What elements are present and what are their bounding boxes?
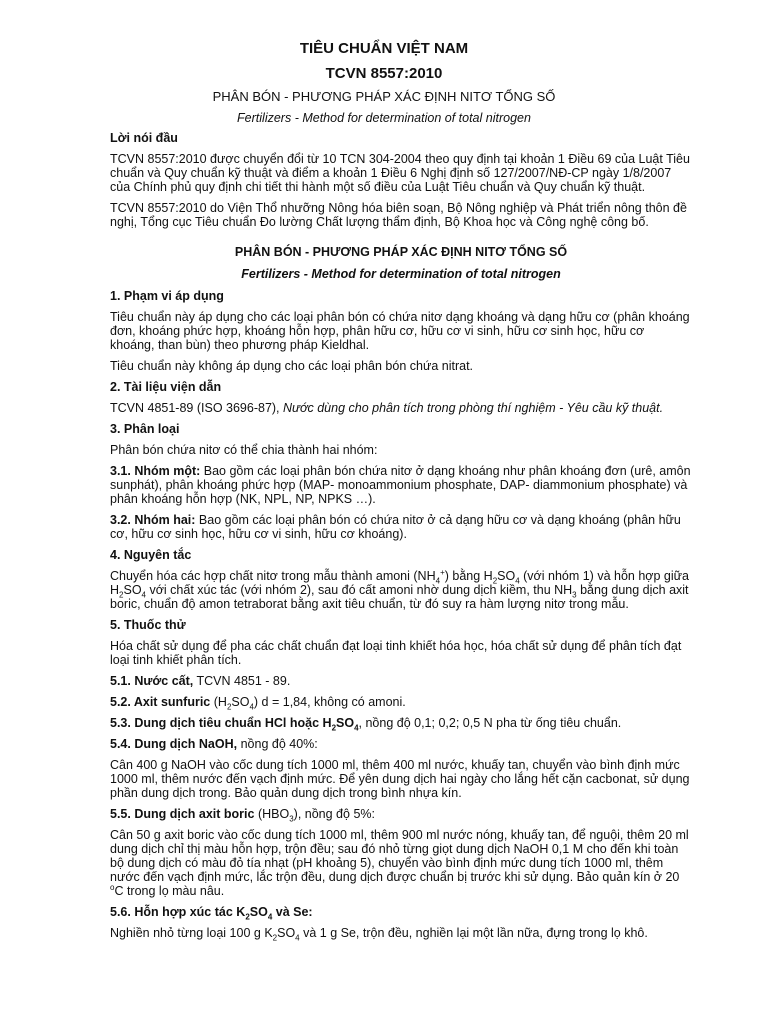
section-5-1-text: TCVN 4851 - 89.: [193, 674, 291, 688]
section-5-1-label: 5.1. Nước cất,: [110, 674, 194, 688]
section-5-5-label: 5.5. Dung dịch axit boric: [110, 807, 255, 821]
chem-sub: 2: [119, 590, 124, 600]
chem-sub: 2: [492, 576, 498, 586]
text-run: ) bằng H: [444, 569, 493, 583]
chem-sub: 4: [515, 576, 520, 586]
section-5-1: [110, 674, 692, 688]
section-5-4-paragraph: Cân 400 g NaOH vào cốc dung tích 1000 ml, thêm 400 ml nước, khuấy tan, chuyển vào bình định mức 1000 ml, thêm nước đến vạch định mức. Để yên dung dịch hai ngày cho lắng hết cặn cacbonat, sử dụng phần dung dịch trong. Bảo quản dung dịch trong bình nhựa kín.: [110, 758, 690, 800]
section-5-3-text: , nồng độ 0,1; 0,2; 0,5 N pha từ ống tiêu chuẩn.: [358, 716, 622, 730]
text-run: 5.6. Hỗn hợp xúc tác K: [110, 905, 246, 919]
chem-sub: 2: [331, 723, 337, 733]
section-3-1-label: 3.1. Nhóm một:: [110, 464, 201, 478]
section-4-heading: 4. Nguyên tắc: [110, 548, 192, 562]
body-english-title: Fertilizers - Method for determination of total nitrogen: [241, 267, 561, 281]
chem-text: SO: [249, 905, 268, 919]
document-body: [110, 131, 692, 947]
body-title: PHÂN BÓN - PHƯƠNG PHÁP XÁC ĐỊNH NITƠ TỔNG SỐ: [234, 245, 568, 259]
section-5-2-label: 5.2. Axit sunfuric: [110, 695, 211, 709]
section-2-reference: [110, 401, 692, 415]
chem-sup: +: [440, 567, 445, 577]
section-1-paragraph-2: Tiêu chuẩn này không áp dụng cho các loại phân bón chứa nitrat.: [110, 359, 474, 373]
section-5-4-text: nồng độ 40%:: [237, 737, 318, 751]
section-4-paragraph: [110, 569, 692, 611]
text-run: với chất xúc tác (với nhóm 2), sau đó cất amoni nhờ dung dịch kiềm, thu NH: [146, 583, 573, 597]
chem-text: SO: [123, 583, 142, 597]
section-3-1: [110, 464, 692, 506]
chem-text: SO: [277, 926, 296, 940]
chem-text: SO: [336, 716, 355, 730]
section-5-6: [110, 905, 692, 922]
section-3-2: [110, 513, 692, 541]
chem-sub: 4: [435, 576, 441, 586]
text-run: Nghiền nhỏ từng loại 100 g K: [110, 926, 273, 940]
chem-sub: 3: [572, 590, 577, 600]
doc-code: TCVN 8557:2010: [325, 65, 443, 82]
text-run: (H: [210, 695, 227, 709]
section-1-heading: 1. Phạm vi áp dụng: [110, 289, 224, 303]
degree-sup: o: [110, 882, 115, 892]
section-5-3: [110, 716, 692, 733]
chem-sub: 4: [295, 933, 300, 943]
foreword-paragraph-1: TCVN 8557:2010 được chuyển đổi từ 10 TCN 304-2004 theo quy định tại khoản 1 Điều 69 của Luật Tiêu chuẩn và Quy chuẩn kỹ thuật và điểm a khoản 1 Điều 6 Nghị định số 127/2007/NĐ-CP ngày 1/8/2007 của Chính phủ quy định chi tiết thi hành một số điều của Luật Tiêu chuẩn và Quy chuẩn kỹ thuật.: [110, 152, 690, 194]
text-run: C trong lọ màu nâu.: [114, 884, 225, 898]
doc-subtitle: PHÂN BÓN - PHƯƠNG PHÁP XÁC ĐỊNH NITƠ TỔNG SỐ: [212, 89, 556, 104]
section-5-4-label: 5.4. Dung dịch NaOH,: [110, 737, 238, 751]
chem-sub: 2: [226, 702, 232, 712]
chem-sub: 4: [249, 702, 254, 712]
chem-sub: 2: [272, 933, 278, 943]
chem-sub: 4: [354, 723, 359, 733]
section-2-heading: 2. Tài liệu viện dẫn: [110, 380, 222, 394]
text-run: 5.3. Dung dịch tiêu chuẩn HCl hoặc H: [110, 716, 332, 730]
text-run: Chuyển hóa các hợp chất nitơ trong mẫu thành amoni (NH: [110, 569, 436, 583]
section-5-6-label: [110, 905, 313, 922]
doc-english-title: Fertilizers - Method for determination of total nitrogen: [237, 111, 531, 125]
section-5-5: [110, 807, 692, 824]
text-run: ) d = 1,84, không có amoni.: [253, 695, 406, 709]
section-5-6-paragraph: [110, 926, 692, 943]
section-3-paragraph: Phân bón chứa nitơ có thể chia thành hai nhóm:: [110, 443, 378, 457]
section-1-paragraph-1: Tiêu chuẩn này áp dụng cho các loại phân bón có chứa nitơ dạng khoáng và dạng hữu cơ (phân khoáng đơn, khoáng phức hợp, khoáng hỗn hợp, phân hữu cơ, hữu cơ vi sinh, hữu cơ sinh học, hữu cơ khoáng, than bùn) theo phương pháp Kieldhal.: [110, 310, 690, 352]
section-3-1-text: Bao gồm các loại phân bón chứa nitơ ở dạng khoáng như phân khoáng đơn (urê, amôn sunphát), phân khoáng phức hợp (MAP- monoammonium phosphate, DAP- diammonium phosphate) và phân khoáng hỗn hợp (NK, NPL, NP, NPKS …).: [110, 464, 691, 506]
reference-title: Nước dùng cho phân tích trong phòng thí nghiệm - Yêu cầu kỹ thuật.: [283, 401, 664, 415]
text-run: và 1 g Se, trộn đều, nghiền lại một lần nữa, đựng trong lọ khô.: [299, 926, 648, 940]
section-5-4: [110, 737, 692, 751]
chem-sub: 3: [289, 814, 294, 824]
chem-sub: 4: [141, 590, 146, 600]
text-run: ), nồng độ 5%:: [293, 807, 375, 821]
section-5-3-label: [110, 716, 359, 733]
section-5-heading: 5. Thuốc thử: [110, 618, 186, 632]
foreword-paragraph-2: TCVN 8557:2010 do Viện Thổ nhưỡng Nông hóa biên soạn, Bộ Nông nghiệp và Phát triển nông thôn đề nghị, Tổng cục Tiêu chuẩn Đo lường Chất lượng thẩm định, Bộ Khoa học và Công nghệ công bố.: [110, 201, 687, 229]
section-3-2-text: Bao gồm các loại phân bón có chứa nitơ ở cả dạng hữu cơ và dạng khoáng (phân hữu cơ, hữu cơ sinh học, hữu cơ vi sinh, hữu cơ khoáng).: [110, 513, 681, 541]
reference-code: TCVN 4851-89 (ISO 3696-87),: [110, 401, 283, 415]
chem-text: SO: [497, 569, 516, 583]
text-run: (với nhóm 1) và hỗn hợp giữa H: [110, 569, 689, 597]
text-run: và Se:: [272, 905, 313, 919]
section-3-2-label: 3.2. Nhóm hai:: [110, 513, 196, 527]
text-run: (HBO: [254, 807, 290, 821]
section-5-5-paragraph: [110, 828, 692, 898]
foreword-heading: Lời nói đầu: [110, 131, 178, 145]
text-run: Cân 50 g axit boric vào cốc dung tích 1000 ml, thêm 900 ml nước nóng, khuấy tan, để nguội, thêm 20 ml dung dịch chỉ thị màu hỗn hợp, trộn đều; sau đó nhỏ từng giọt dung dịch NaOH 0,1 M cho đến khi toàn bộ dung dịch có màu đỏ tía nhạt (pH khoảng 5), chuyển vào bình định mức dung tích 1000 ml, thêm nước đến vạch định mức, lắc trộn đều, dung dịch được chuẩn bị trước khi sử dụng. Bảo quản kín ở 20: [110, 828, 689, 884]
text-run: bằng dung dịch axit boric, chuẩn độ amon tetraborat bằng axit tiêu chuẩn, từ đó suy ra hàm lượng nitơ trong mẫu.: [110, 583, 689, 611]
section-5-2: [110, 695, 692, 712]
section-3-heading: 3. Phân loại: [110, 422, 180, 436]
chem-sub: 2: [245, 912, 250, 922]
chem-text: SO: [231, 695, 250, 709]
doc-title: TIÊU CHUẨN VIỆT NAM: [299, 40, 469, 57]
section-5-paragraph: Hóa chất sử dụng để pha các chất chuẩn đạt loại tinh khiết hóa học, hóa chất sử dụng để phân tích đạt loại tinh khiết phân tích.: [110, 639, 682, 667]
chem-sub: 4: [267, 912, 273, 922]
